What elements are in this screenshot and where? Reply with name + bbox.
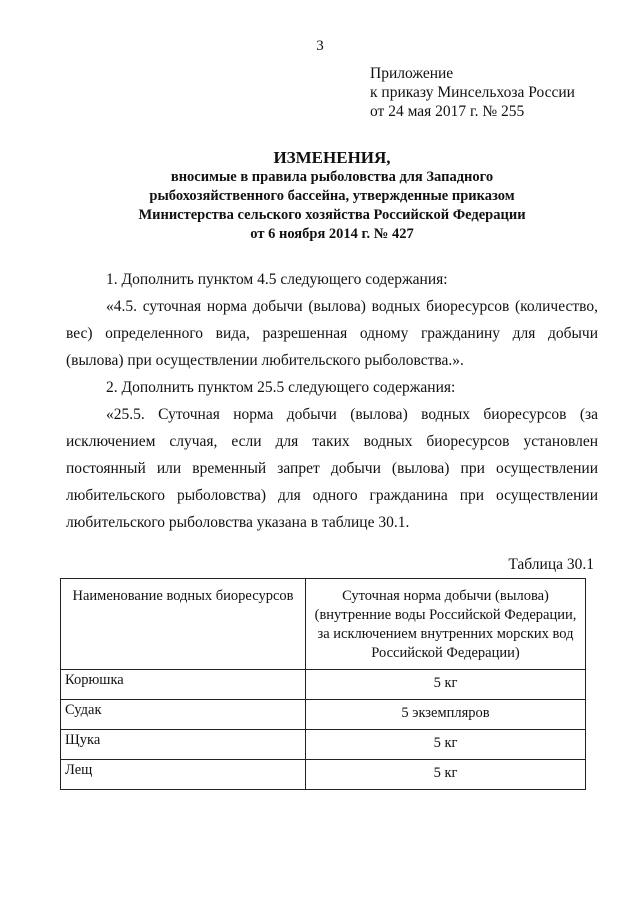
heading-line: Министерства сельского хозяйства Российской Федерации [138,207,526,223]
page-number: 3 [316,38,324,54]
document-body [66,266,598,536]
paragraph-item-1: 1. Дополнить пунктом 4.5 следующего содержания: [106,271,448,288]
paragraph-item-2: 2. Дополнить пунктом 25.5 следующего содержания: [106,379,456,396]
appendix-line: от 24 мая 2017 г. № 255 [370,103,525,120]
table-row [61,760,586,790]
heading-line: вносимые в правила рыболовства для Западного [170,169,494,185]
table-header-row [61,579,586,670]
table-row [61,700,586,730]
species-cell: Лещ [61,760,306,790]
species-cell: Судак [61,700,306,730]
appendix-line: к приказу Минсельхоза России [370,84,575,101]
heading-title: ИЗМЕНЕНИЯ, [273,148,391,167]
paragraph-quote-4-5: «4.5. суточная норма добычи (вылова) водных биоресурсов (количество, вес) определенного вида, разрешенная одному гражданину для добычи (вылова) при осуществлении любительского рыболовства.». [66,298,598,369]
header-species-name: Наименование водных биоресурсов [61,579,306,670]
appendix-line: Приложение [370,65,454,82]
table-caption: Таблица 30.1 [508,556,594,573]
table-row [61,670,586,700]
appendix-block [370,64,575,121]
paragraph-quote-25-5: «25.5. Суточная норма добычи (вылова) водных биоресурсов (за исключением случая, если для таких водных биоресурсов установлен постоянный или временный запрет добычи (вылова) при осуществлении любительского рыболовства) для одного гражданина при осуществлении любительского рыболовства указана в таблице 30.1. [66,406,598,531]
species-cell: Щука [61,730,306,760]
norm-cell: 5 кг [306,730,586,760]
norm-cell: 5 кг [306,760,586,790]
table-row [61,730,586,760]
norm-cell: 5 кг [306,670,586,700]
heading-line: от 6 ноября 2014 г. № 427 [250,226,414,242]
document-heading [60,148,604,244]
heading-line: рыбохозяйственного бассейна, утвержденные приказом [149,188,515,204]
norm-cell: 5 экземпляров [306,700,586,730]
catch-norm-table [60,578,586,790]
header-daily-norm: Суточная норма добычи (вылова) (внутренние воды Российской Федерации, за исключением внутренних морских вод Российской Федерации) [306,579,586,670]
species-cell: Корюшка [61,670,306,700]
